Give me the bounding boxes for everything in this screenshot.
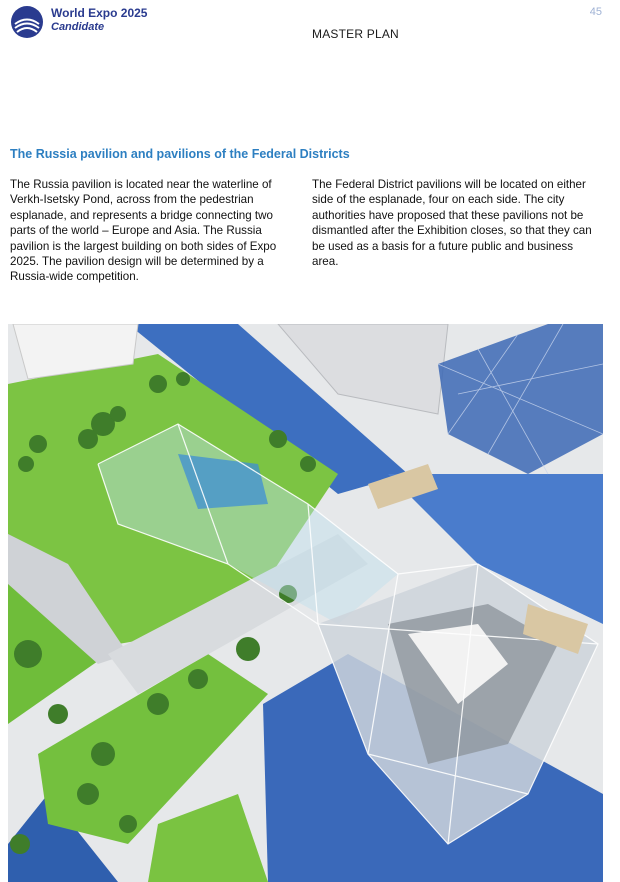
brand-subtitle: Candidate bbox=[51, 20, 105, 33]
left-paragraph: The Russia pavilion is located near the waterline of Verkh-Isetsky Pond, across from the pedestrian esplanade, and represents a bridge connecting two parts of the world – Europe and Asia. The Russia pavilion is the largest building on both sides of Expo 2025. The pavilion design will be determined by a Russia-wide competition. bbox=[10, 178, 277, 284]
brand-block bbox=[51, 7, 147, 33]
article-heading: The Russia pavilion and pavilions of the Federal Districts bbox=[10, 147, 350, 161]
expo-logo-icon bbox=[10, 5, 44, 39]
brand-name: World Expo 2025 bbox=[51, 6, 148, 20]
section-title: MASTER PLAN bbox=[312, 27, 399, 41]
aerial-render-image bbox=[8, 324, 603, 882]
page-number: 45 bbox=[589, 6, 602, 18]
right-paragraph: The Federal District pavilions will be located on either side of the esplanade, four on each side. The city authorities have proposed that these pavilions not be dismantled after the Exhibition closes, so that they can be used as a basis for a future public and business area. bbox=[312, 178, 592, 269]
pavilion-rendering bbox=[8, 324, 603, 882]
